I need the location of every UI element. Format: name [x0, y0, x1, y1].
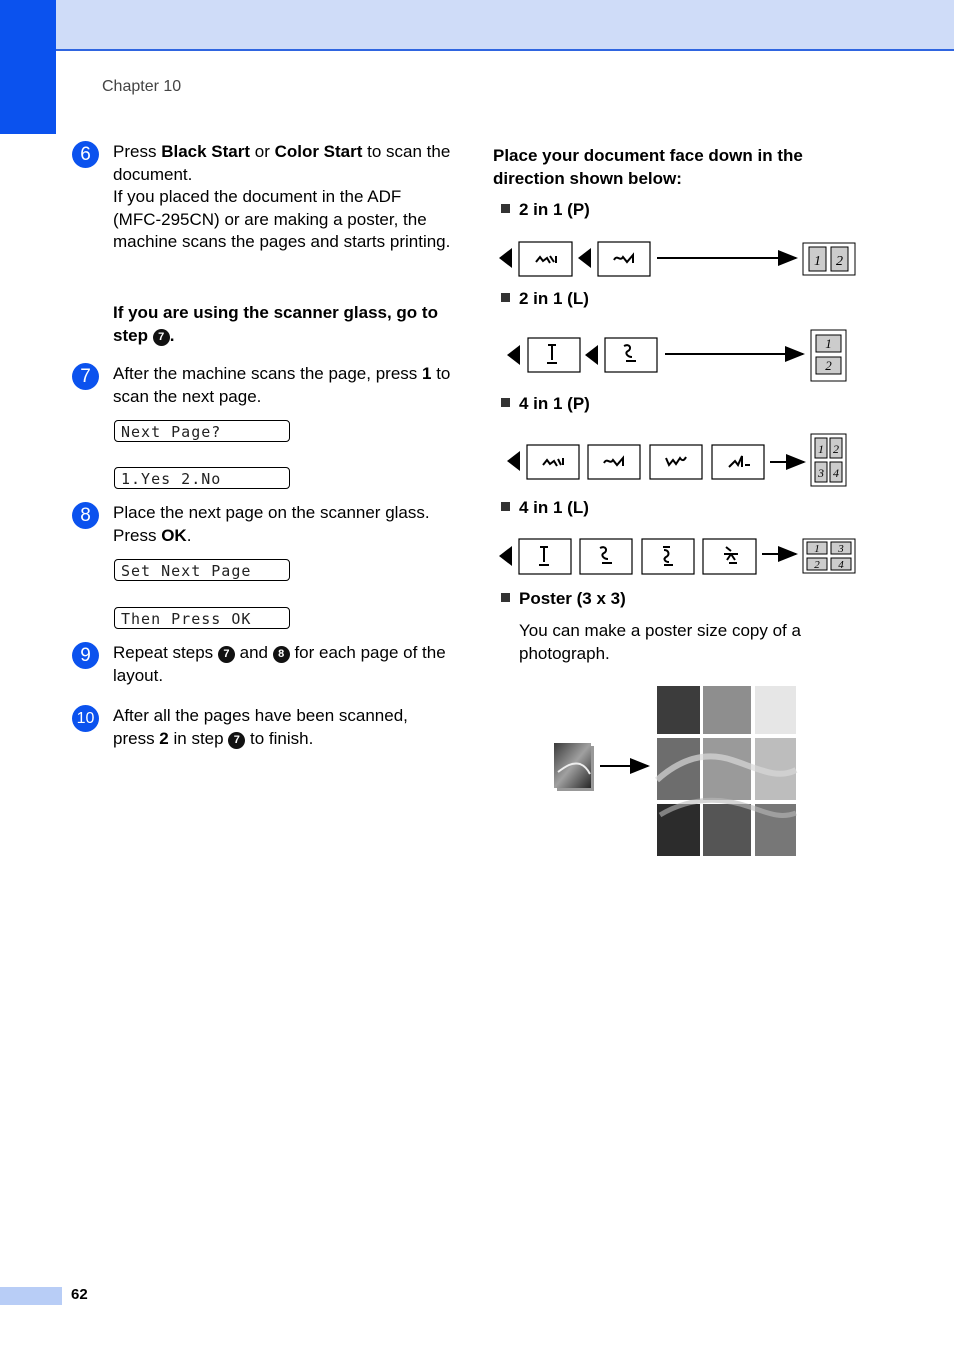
step-ref: 7 — [153, 329, 170, 346]
poster-description: You can make a poster size copy of a photograph. — [519, 621, 801, 663]
layout-label-4in1p: 4 in 1 (P) — [501, 394, 590, 414]
result-page-number: 2 — [833, 442, 839, 456]
text-run: If you placed the document in the ADF (MFC-295CN) or are making a poster, the machine scans the pages and starts printing. — [113, 187, 451, 251]
step-number: 8 — [72, 502, 99, 529]
text-run: in step — [168, 728, 229, 748]
photo-thumbnail — [554, 743, 591, 788]
diagram-2in1-portrait — [499, 242, 855, 276]
diagram-2in1-landscape — [507, 330, 846, 381]
diagram-4in1-landscape — [499, 539, 855, 574]
text-run: and — [234, 643, 273, 662]
result-page-number: 3 — [818, 466, 824, 480]
chapter-label: Chapter 10 — [102, 78, 182, 95]
text-run: After all the pages have been scanned, press — [113, 706, 408, 748]
source-page — [650, 445, 702, 479]
source-page — [605, 338, 657, 372]
lcd-next-page: Next Page? — [114, 420, 290, 442]
result-page-number: 3 — [838, 543, 844, 555]
source-page — [580, 539, 632, 574]
step-number: 6 — [72, 141, 99, 168]
text-run: . — [186, 525, 192, 545]
result-page-number: 1 — [814, 543, 820, 555]
footer-band — [0, 1287, 62, 1305]
text-run: or — [250, 142, 275, 161]
key-label: 1 — [422, 364, 432, 383]
result-page-number: 1 — [814, 254, 821, 269]
direction-arrow-icon — [499, 248, 512, 268]
scanner-glass-note: If you are using the scanner glass, go to step 7 . — [113, 303, 438, 345]
direction-arrow-icon — [507, 345, 520, 365]
key-label: OK — [161, 525, 187, 545]
result-page-number: 1 — [818, 442, 824, 456]
layout-label-4in1l: 4 in 1 (L) — [501, 498, 589, 518]
result-page-number: 2 — [814, 559, 820, 571]
step-number: 7 — [72, 363, 99, 390]
step-ref: 8 — [273, 646, 290, 663]
text-run: After the machine scans the page, press — [113, 364, 423, 383]
diagram-poster-3x3 — [554, 686, 796, 856]
result-page-number: 4 — [838, 559, 844, 571]
lcd-yes-no: 1.Yes 2.No — [114, 467, 290, 489]
direction-arrow-icon — [499, 546, 512, 566]
layout-label-poster: Poster (3 x 3) — [501, 589, 626, 609]
source-page — [712, 445, 764, 479]
result-page-number: 2 — [825, 358, 832, 373]
diagram-4in1-portrait — [507, 434, 846, 486]
layout-label-2in1p: 2 in 1 (P) — [501, 200, 590, 220]
text-run: for each page of the layout. — [113, 643, 446, 685]
page-number: 62 — [71, 1286, 88, 1303]
result-page-number: 4 — [833, 466, 839, 480]
layout-label-2in1l: 2 in 1 (L) — [501, 289, 589, 309]
text-run: Place the next page on the scanner glass. Press — [113, 503, 430, 545]
poster-tiles — [657, 686, 796, 856]
step-ref: 7 — [228, 732, 245, 749]
key-label: Color Start — [274, 142, 363, 161]
result-page-number: 1 — [825, 336, 832, 351]
direction-arrow-icon — [585, 345, 598, 365]
source-page — [528, 338, 580, 372]
lcd-then-press-ok: Then Press OK — [114, 607, 290, 629]
text-run: Repeat steps — [113, 643, 218, 662]
lcd-set-next-page: Set Next Page — [114, 559, 290, 581]
text-run: Press — [113, 142, 162, 161]
key-label: 2 — [159, 728, 169, 748]
key-label: Black Start — [161, 142, 251, 161]
text-run: to scan the next page. — [113, 364, 451, 406]
direction-arrow-icon — [507, 451, 520, 471]
step-ref: 7 — [218, 646, 235, 663]
step-number: 9 — [72, 642, 99, 669]
step-number: 10 — [72, 705, 99, 732]
direction-arrow-icon — [578, 248, 591, 268]
text-run: to finish. — [245, 728, 314, 748]
orientation-heading: Place your document face down in the direction shown below: — [493, 146, 803, 188]
result-page-number: 2 — [836, 254, 843, 269]
text-run: to scan the document. — [113, 142, 451, 184]
